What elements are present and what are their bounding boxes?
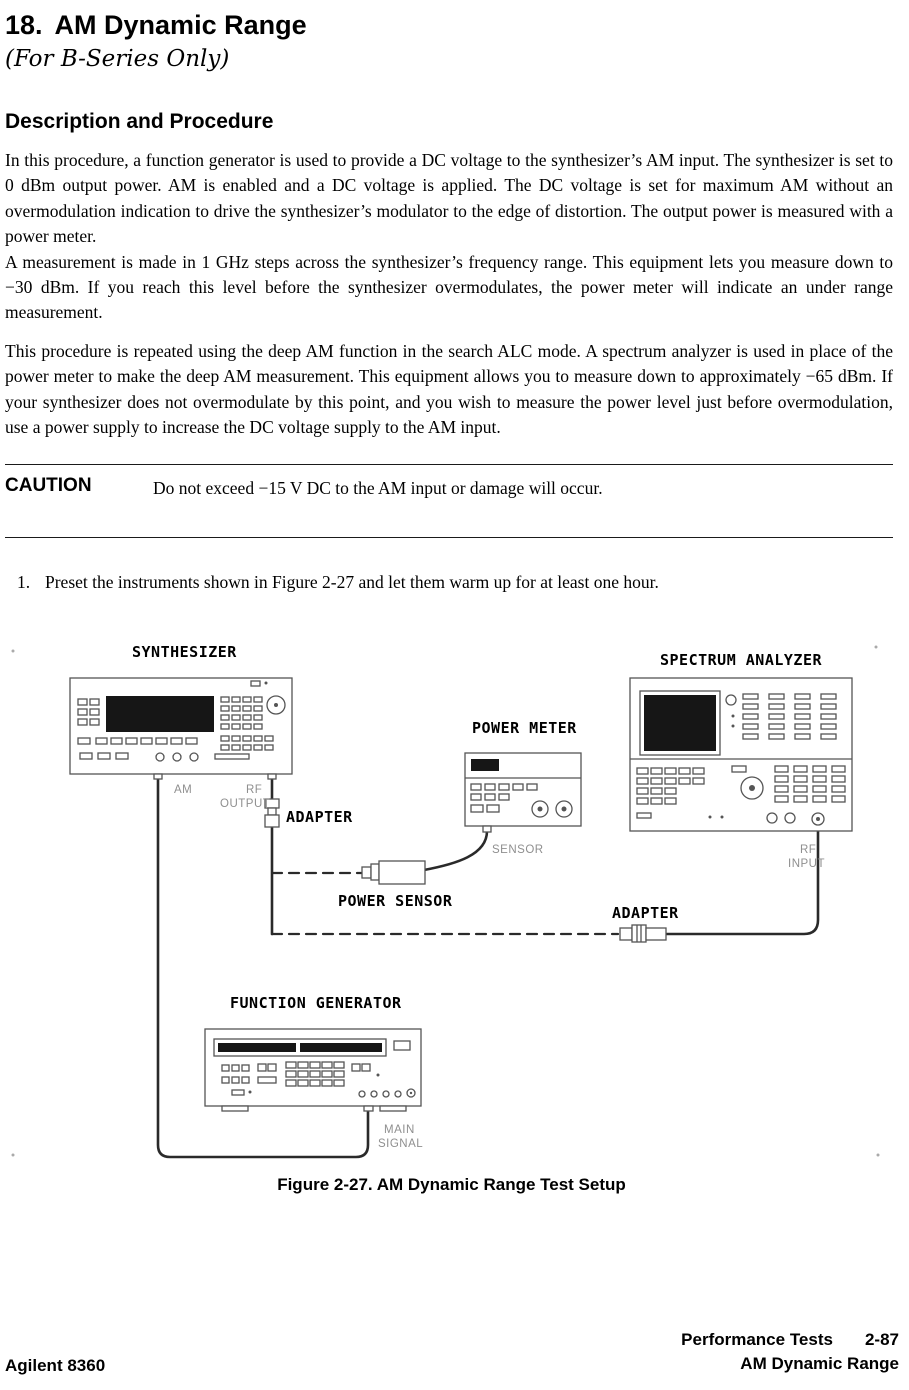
footer-product: Agilent 8360: [5, 1356, 106, 1375]
chapter-title: AM Dynamic Range: [54, 10, 307, 40]
figure-2-27: [5, 641, 893, 1195]
spectrum-analyzer-illustration: [630, 678, 852, 831]
sensor-label: SENSOR: [492, 843, 544, 856]
section-heading: Description and Procedure: [5, 110, 274, 133]
spectrum-analyzer-label: SPECTRUM ANALYZER: [660, 650, 823, 669]
rf-input-label-rf: RF: [800, 843, 817, 856]
body-paragraph-3: This procedure is repeated using the deep AM function in the search ALC mode. A spectrum analyzer is used in place of the power meter to make the deep AM measurement. This equipment allows you to measure down to approximately −65 dBm. If your synthesizer does not overmodulate by this point, and you wish to measure the power level just before overmodulation, use a power supply to increase the DC voltage supply to the AM input.: [5, 340, 893, 438]
footer-section-line: [681, 1328, 899, 1352]
footer-right: [681, 1328, 899, 1376]
caution-label: CAUTION: [5, 475, 92, 497]
am-port-label: AM: [174, 783, 193, 796]
test-setup-diagram: [10, 641, 898, 1166]
adapter2-illustration: [620, 925, 666, 942]
adapter1-label: ADAPTER: [286, 807, 353, 826]
figure-caption: Figure 2-27. AM Dynamic Range Test Setup: [277, 1174, 626, 1194]
body-paragraph-1: In this procedure, a function generator is used to provide a DC voltage to the synthesizer’s AM input. The synthesizer is set to 0 dBm output power. AM is enabled and a DC voltage is applied. The DC voltage is set for maximum AM without an overmodulation indication to drive the synthesizer’s modulator to the edge of distortion. The output power is measured with a power meter.: [5, 150, 893, 247]
adapter-to-analyzer-cable: [666, 826, 818, 934]
footer-page-number: 2-87: [864, 1330, 899, 1349]
footer-section: Performance Tests: [681, 1330, 833, 1349]
footer-section-sub: AM Dynamic Range: [740, 1354, 899, 1373]
page-footer: [5, 1328, 899, 1376]
power-sensor-label: POWER SENSOR: [338, 891, 453, 910]
step-number: 1.: [17, 572, 31, 593]
power-meter-illustration: [465, 753, 581, 832]
caution-text: Do not exceed −15 V DC to the AM input or damage will occur.: [153, 478, 603, 499]
adapter2-label: ADAPTER: [612, 903, 679, 922]
page-subtitle: (For B-Series Only): [5, 46, 230, 72]
step-text: Preset the instruments shown in Figure 2-27 and let them warm up for at least one hour.: [45, 572, 659, 593]
chapter-number: 18.: [5, 10, 43, 40]
main-signal-label-main: MAIN: [384, 1123, 415, 1136]
power-sensor-illustration: [362, 861, 425, 884]
rf-output-label-output: OUTPUT: [220, 797, 271, 810]
synthesizer-illustration: [70, 678, 292, 779]
step-item-1: [5, 570, 893, 595]
function-generator-illustration: [205, 1029, 421, 1111]
body-paragraph-2: A measurement is made in 1 GHz steps across the synthesizer’s frequency range. This equipment lets you measure down to −30 dBm. If you reach this level before the synthesizer overmodulates, the power meter will indicate an under range measurement.: [5, 251, 893, 323]
power-meter-label: POWER METER: [472, 718, 577, 737]
synthesizer-label: SYNTHESIZER: [132, 642, 237, 661]
caution-block: [5, 464, 893, 538]
sensor-to-meter-cable: [424, 831, 487, 870]
rf-output-label-rf: RF: [246, 783, 263, 796]
main-signal-label-signal: SIGNAL: [378, 1137, 424, 1150]
rf-input-label-input: INPUT: [788, 857, 825, 870]
page-title: [5, 8, 893, 42]
function-generator-label: FUNCTION GENERATOR: [230, 993, 402, 1012]
